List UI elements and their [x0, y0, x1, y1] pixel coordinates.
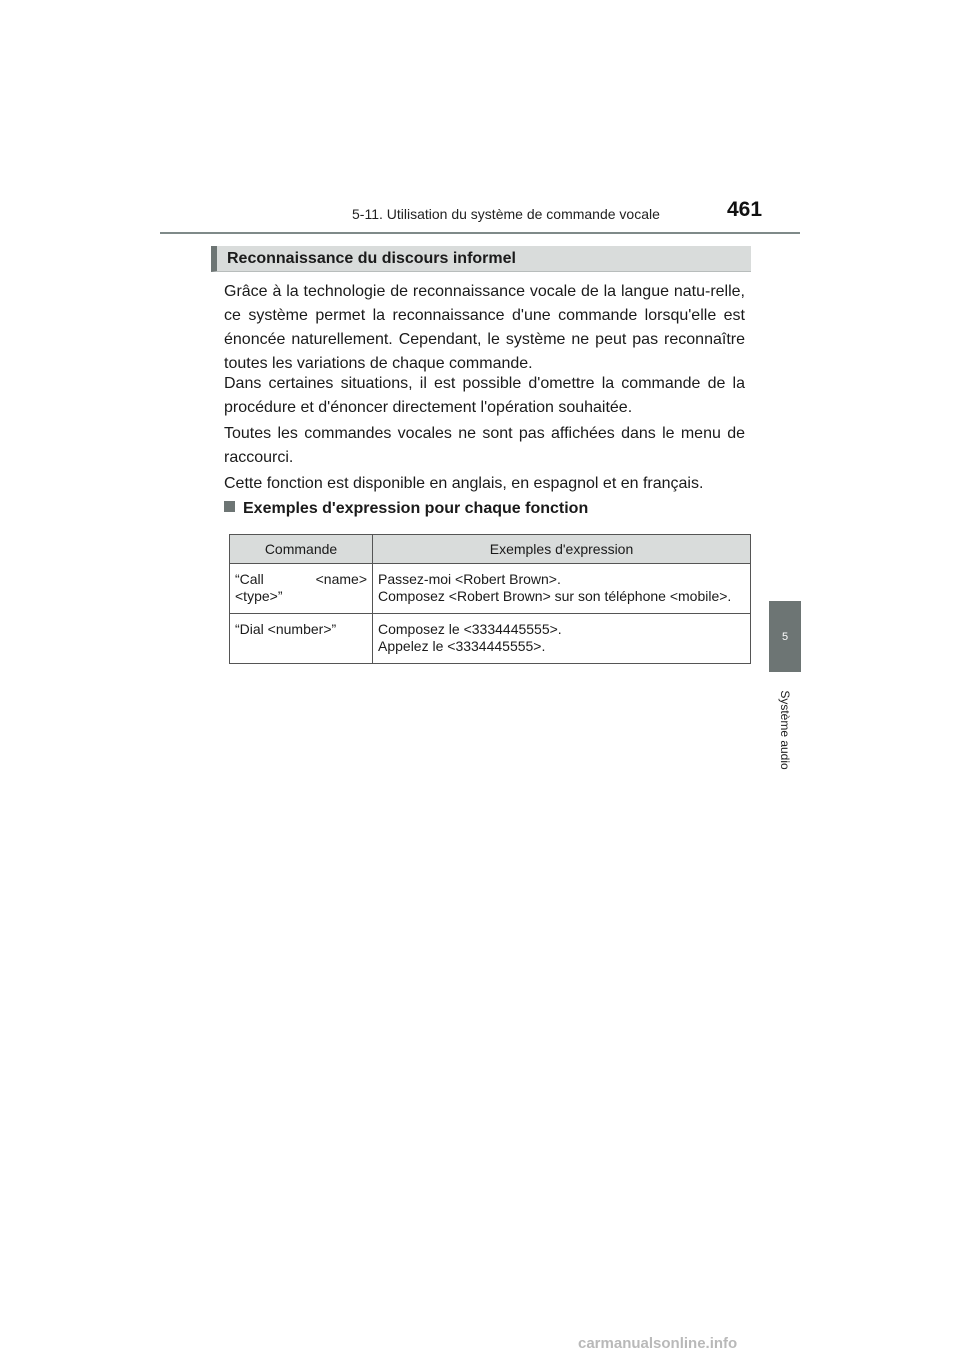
- table-cell-examples: [373, 614, 751, 664]
- table-cell-examples: [373, 564, 751, 614]
- header-rule: [160, 232, 800, 234]
- paragraph-3: Toutes les commandes vocales ne sont pas affichées dans le menu de raccourci.: [224, 425, 745, 466]
- subheading: [224, 500, 588, 518]
- chapter-tab: [769, 601, 801, 672]
- table-row: [230, 564, 751, 614]
- subheading-text: Exemples d'expression pour chaque fonction: [243, 500, 589, 517]
- example-line: Appelez le <3334445555>.: [378, 638, 546, 654]
- chapter-tab-number: 5: [781, 630, 789, 643]
- page-number: 461: [727, 198, 763, 221]
- table-header-examples: Exemples d'expression: [373, 535, 751, 564]
- paragraph-2: Dans certaines situations, il est possible d'omettre la commande de la procédure et d'énoncer directement l'opération souhaitée.: [224, 375, 745, 416]
- paragraph-4: Cette fonction est disponible en anglais, en espagnol et en français.: [224, 475, 704, 492]
- square-bullet-icon: [224, 501, 235, 512]
- chapter-side-label-text: Système audio: [778, 690, 792, 770]
- chapter-title: 5-11. Utilisation du système de commande vocale: [352, 206, 660, 222]
- table-cell-command: “Dial <number>”: [230, 614, 373, 664]
- section-title: Reconnaissance du discours informel: [227, 250, 516, 267]
- table-row: [230, 614, 751, 664]
- table-header-command: Commande: [230, 535, 373, 564]
- watermark: carmanualsonline.info: [578, 1335, 738, 1352]
- table-header-row: [230, 535, 751, 564]
- chapter-side-label: [775, 690, 795, 770]
- section-header: [211, 246, 751, 272]
- example-line: Composez le <3334445555>.: [378, 621, 562, 637]
- example-line: Composez <Robert Brown> sur son téléphone <mobile>.: [378, 588, 732, 604]
- paragraph-1: Grâce à la technologie de reconnaissance vocale de la langue natu-relle, ce système permet la reconnaissance d'une commande lorsqu'elle est énoncée naturellement. Cependant, le système ne peut pas reconnaître toutes les variations de chaque commande.: [224, 283, 745, 372]
- expression-table: [229, 534, 751, 664]
- example-line: Passez-moi <Robert Brown>.: [378, 571, 561, 587]
- table-cell-command: “Call <name> <type>”: [230, 564, 373, 614]
